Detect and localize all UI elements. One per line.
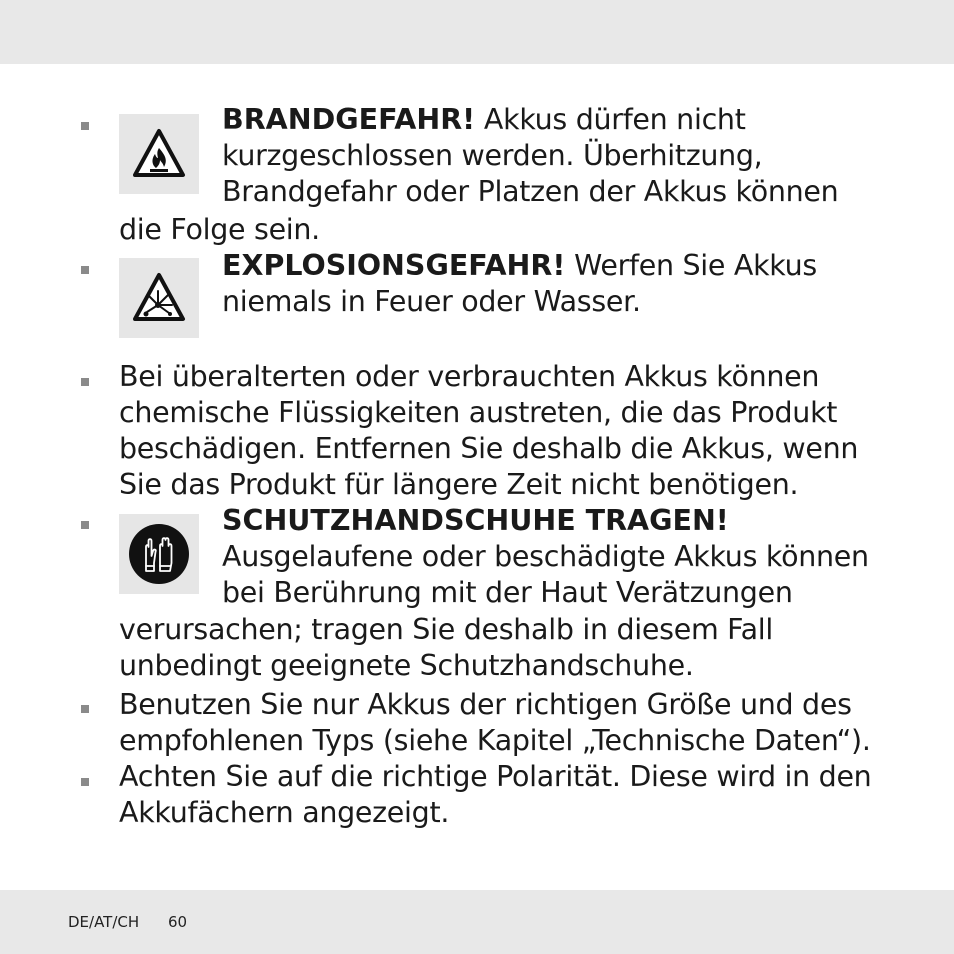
bullet-marker (81, 378, 89, 386)
text-line: die Folge sein. (119, 213, 320, 246)
fire-warning-icon (119, 114, 199, 194)
warning-heading: SCHUTZHANDSCHUHE TRAGEN! (222, 504, 729, 537)
bullet-marker (81, 266, 89, 274)
text-line: Achten Sie auf die richtige Polarität. Diese wird in den (119, 760, 872, 793)
text-line (222, 248, 817, 284)
text-line: chemische Flüssigkeiten austreten, die das Produkt (119, 396, 838, 429)
text-span: Werfen Sie Akkus (574, 249, 817, 282)
warning-heading: BRANDGEFAHR! (222, 103, 476, 136)
bullet-marker (81, 521, 89, 529)
text-line (222, 102, 746, 138)
text-line: Akkufächern angezeigt. (119, 796, 450, 829)
warning-heading: EXPLOSIONSGEFAHR! (222, 249, 566, 282)
text-line: empfohlenen Typs (siehe Kapitel „Technische Daten“). (119, 724, 871, 757)
protective-gloves-icon (119, 514, 199, 594)
text-line: Bei überalterten oder verbrauchten Akkus können (119, 360, 820, 393)
header-band (0, 0, 954, 64)
footer-band (0, 890, 954, 954)
bullet-marker (81, 122, 89, 130)
bullet-marker (81, 778, 89, 786)
text-line: bei Berührung mit der Haut Verätzungen (222, 576, 793, 609)
bullet-marker (81, 705, 89, 713)
text-line: Brandgefahr oder Platzen der Akkus können (222, 175, 839, 208)
text-line: niemals in Feuer oder Wasser. (222, 285, 641, 318)
text-line: beschädigen. Entfernen Sie deshalb die Akkus, wenn (119, 432, 859, 465)
footer-region-label: DE/AT/CH (68, 913, 140, 931)
text-line: Benutzen Sie nur Akkus der richtigen Größe und des (119, 688, 852, 721)
explosion-warning-icon (119, 258, 199, 338)
text-line (222, 503, 729, 539)
text-span: Akkus dürfen nicht (483, 103, 746, 136)
text-line: Sie das Produkt für längere Zeit nicht benötigen. (119, 468, 799, 501)
text-line: Ausgelaufene oder beschädigte Akkus können (222, 540, 869, 573)
page-number: 60 (168, 913, 188, 931)
text-line: verursachen; tragen Sie deshalb in diesem Fall (119, 613, 774, 646)
text-line: unbedingt geeignete Schutzhandschuhe. (119, 649, 694, 682)
text-line: kurzgeschlossen werden. Überhitzung, (222, 139, 763, 172)
